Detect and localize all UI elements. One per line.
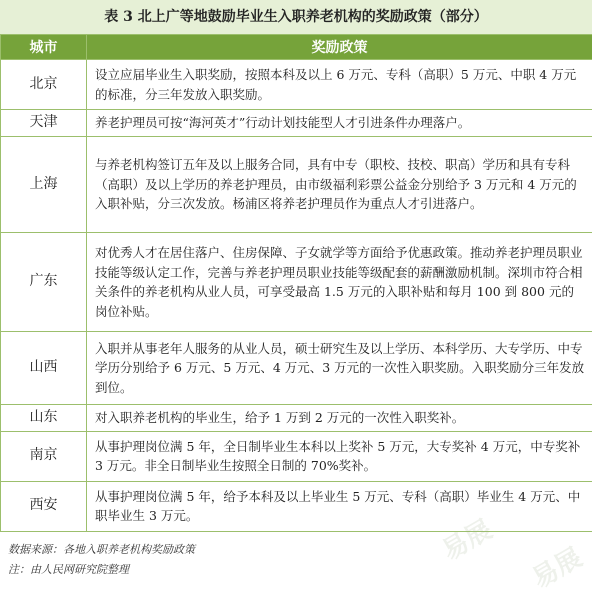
policy-cell: 设立应届毕业生入职奖励，按照本科及以上 6 万元、专科（高职）5 万元、中职 4 万元的标准，分三年发放入职奖励。	[87, 60, 592, 110]
table-row	[1, 405, 592, 432]
city-cell: 北京	[1, 60, 87, 110]
city-cell: 山西	[1, 332, 87, 405]
policy-cell: 养老护理员可按“海河英才”行动计划技能型人才引进条件办理落户。	[87, 110, 592, 137]
policy-cell: 入职并从事老年人服务的从业人员，硕士研究生及以上学历、本科学历、大专学历、中专学历分别给予 6 万元、5 万元、4 万元、3 万元的一次性入职奖励。入职奖励分三年发放到位。	[87, 332, 592, 405]
table-row	[1, 137, 592, 233]
city-cell: 天津	[1, 110, 87, 137]
table-row	[1, 481, 592, 531]
watermark: 易展	[524, 537, 588, 595]
header-policy: 奖励政策	[87, 35, 592, 60]
policy-table	[0, 34, 592, 532]
city-cell: 山东	[1, 405, 87, 432]
table-row	[1, 60, 592, 110]
table-row	[1, 332, 592, 405]
table-title: 表 3 北上广等地鼓励毕业生入职养老机构的奖励政策（部分）	[0, 0, 592, 34]
policy-cell: 对优秀人才在居住落户、住房保障、子女就学等方面给予优惠政策。推动养老护理员职业技能等级认定工作，完善与养老护理员职业技能等级配套的薪酬激励机制。深圳市符合相关条件的养老机构从业人员，可享受最高 1.5 万元的入职补贴和每月 100 到 800 元的岗位补贴。	[87, 233, 592, 332]
header-city: 城市	[1, 35, 87, 60]
city-cell: 西安	[1, 481, 87, 531]
table-row	[1, 233, 592, 332]
table-notes	[8, 540, 568, 580]
table-row	[1, 431, 592, 481]
city-cell: 上海	[1, 137, 87, 233]
table-row	[1, 110, 592, 137]
policy-cell: 与养老机构签订五年及以上服务合同，具有中专（职校、技校、职高）学历和具有专科（高职）及以上学历的养老护理员，由市级福利彩票公益金分别给予 3 万元和 4 万元的入职补贴，分三次发放。杨浦区将养老护理员作为重点人才引进落户。	[87, 137, 592, 233]
compiled-note: 注：由人民网研究院整理	[8, 560, 568, 580]
watermark: 易展	[434, 509, 498, 567]
city-cell: 南京	[1, 431, 87, 481]
header-row	[1, 35, 592, 60]
city-cell: 广东	[1, 233, 87, 332]
source-note: 数据来源：各地入职养老机构奖励政策	[8, 540, 568, 560]
policy-cell: 对入职养老机构的毕业生，给予 1 万到 2 万元的一次性入职奖补。	[87, 405, 592, 432]
policy-cell: 从事护理岗位满 5 年，给予本科及以上毕业生 5 万元、专科（高职）毕业生 4 万元、中职毕业生 3 万元。	[87, 481, 592, 531]
policy-cell: 从事护理岗位满 5 年，全日制毕业生本科以上奖补 5 万元，大专奖补 4 万元，中专奖补 3 万元。非全日制毕业生按照全日制的 70%奖补。	[87, 431, 592, 481]
